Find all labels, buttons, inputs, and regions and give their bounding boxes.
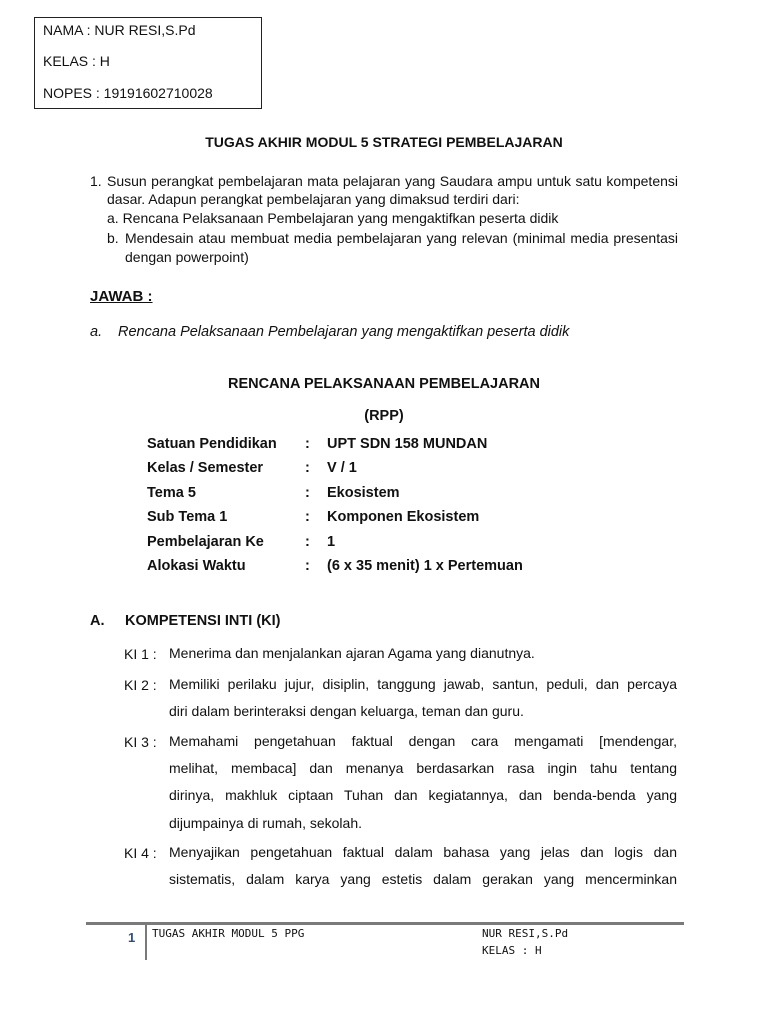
ki-label: KI 4 : [124,845,157,861]
rpp-info-label: Kelas / Semester [147,460,264,477]
page-number: 1 [128,930,136,945]
footer-class: KELAS : H [482,944,542,957]
task-line-2: dasar. Adapun perangkat pembelajaran yang dimaksud terdiri dari: [107,191,520,207]
rpp-info-label: Alokasi Waktu [147,557,246,574]
rpp-info-label: Sub Tema 1 [147,509,228,526]
rpp-info-value: (6 x 35 menit) 1 x Pertemuan [327,557,523,574]
rpp-info-value: V / 1 [327,460,357,477]
ki-line: melihat, membaca] dan menanya berdasarkan rasa ingin tahu tentang [169,760,677,777]
footer-left-text: TUGAS AKHIR MODUL 5 PPG [152,927,305,940]
rpp-info-row [147,485,523,509]
rpp-title: RENCANA PELAKSANAAN PEMBELAJARAN [227,376,541,392]
identity-name: NAMA : NUR RESI,S.Pd [43,22,196,38]
task-item-b-line-1: Mendesain atau membuat media pembelajaran yang relevan (minimal media presentasi [125,230,678,246]
footer-vertical-divider [145,925,147,960]
ki-line: Menyajikan pengetahuan faktual dalam bahasa yang jelas dan logis dan [169,844,677,860]
rpp-info-label: Tema 5 [147,484,196,501]
footer-author: NUR RESI,S.Pd [482,927,569,940]
ki-text [169,640,677,667]
rpp-info-value: UPT SDN 158 MUNDAN [327,436,488,452]
section-a-letter: A. [90,613,105,629]
task-line-1: Susun perangkat pembelajaran mata pelajaran yang Saudara ampu untuk satu kompetensi [107,173,678,189]
ki-text [169,671,677,725]
answer-a-label: a. [90,324,103,340]
ki-text [169,728,677,837]
task-item-b-label: b. [107,230,119,246]
rpp-info-sep: : [305,509,310,526]
rpp-info-sep: : [305,460,310,477]
ki-text [169,839,677,893]
ki-label: KI 1 : [124,646,157,662]
rpp-info-value: 1 [327,533,336,550]
task-item-b-line-2: dengan powerpoint) [125,249,249,265]
rpp-info-sep: : [305,484,310,501]
identity-class: KELAS : H [43,53,110,69]
ki-line: Memiliki perilaku jujur, disiplin, tanggung jawab, santun, peduli, dan percaya [169,676,677,692]
ki-line: dirinya, makhluk ciptaan Tuhan dan kegiatannya, dan benda-benda yang [169,787,677,804]
rpp-info-label: Pembelajaran Ke [147,533,264,550]
rpp-info-value: Komponen Ekosistem [327,509,480,526]
task-item-a: a. Rencana Pelaksanaan Pembelajaran yang mengaktifkan peserta didik [107,210,559,226]
answer-a-text: Rencana Pelaksanaan Pembelajaran yang mengaktifkan peserta didik [118,324,570,340]
rpp-info-table [147,436,523,582]
ki-line: Menerima dan menjalankan ajaran Agama yang dianutnya. [169,645,535,661]
ki-line: diri dalam berinteraksi dengan keluarga, teman dan guru. [169,703,524,720]
rpp-info-sep: : [305,533,310,550]
identity-nopes: NOPES : 19191602710028 [43,85,213,101]
task-number: 1. [90,173,102,189]
ki-label: KI 3 : [124,734,157,750]
rpp-info-label: Satuan Pendidikan [147,436,277,452]
ki-line: sistematis, dalam karya yang estetis dalam gerakan yang mencerminkan [169,871,677,888]
rpp-info-sep: : [305,557,310,574]
ki-line: dijumpainya di rumah, sekolah. [169,814,362,831]
ki-line: Memahami pengetahuan faktual dengan cara mengamati [mendengar, [169,733,677,749]
rpp-subtitle: (RPP) [364,408,404,424]
ki-label: KI 2 : [124,677,157,693]
rpp-info-row [147,460,523,484]
rpp-info-row [147,558,523,582]
footer-divider [86,922,684,925]
rpp-info-row [147,534,523,558]
section-a-title: KOMPETENSI INTI (KI) [125,613,281,629]
rpp-info-sep: : [305,436,310,452]
rpp-info-value: Ekosistem [327,484,400,501]
answer-heading: JAWAB : [90,288,153,305]
rpp-info-row [147,436,523,460]
document-title: TUGAS AKHIR MODUL 5 STRATEGI PEMBELAJARAN [205,134,563,150]
rpp-info-row [147,509,523,533]
